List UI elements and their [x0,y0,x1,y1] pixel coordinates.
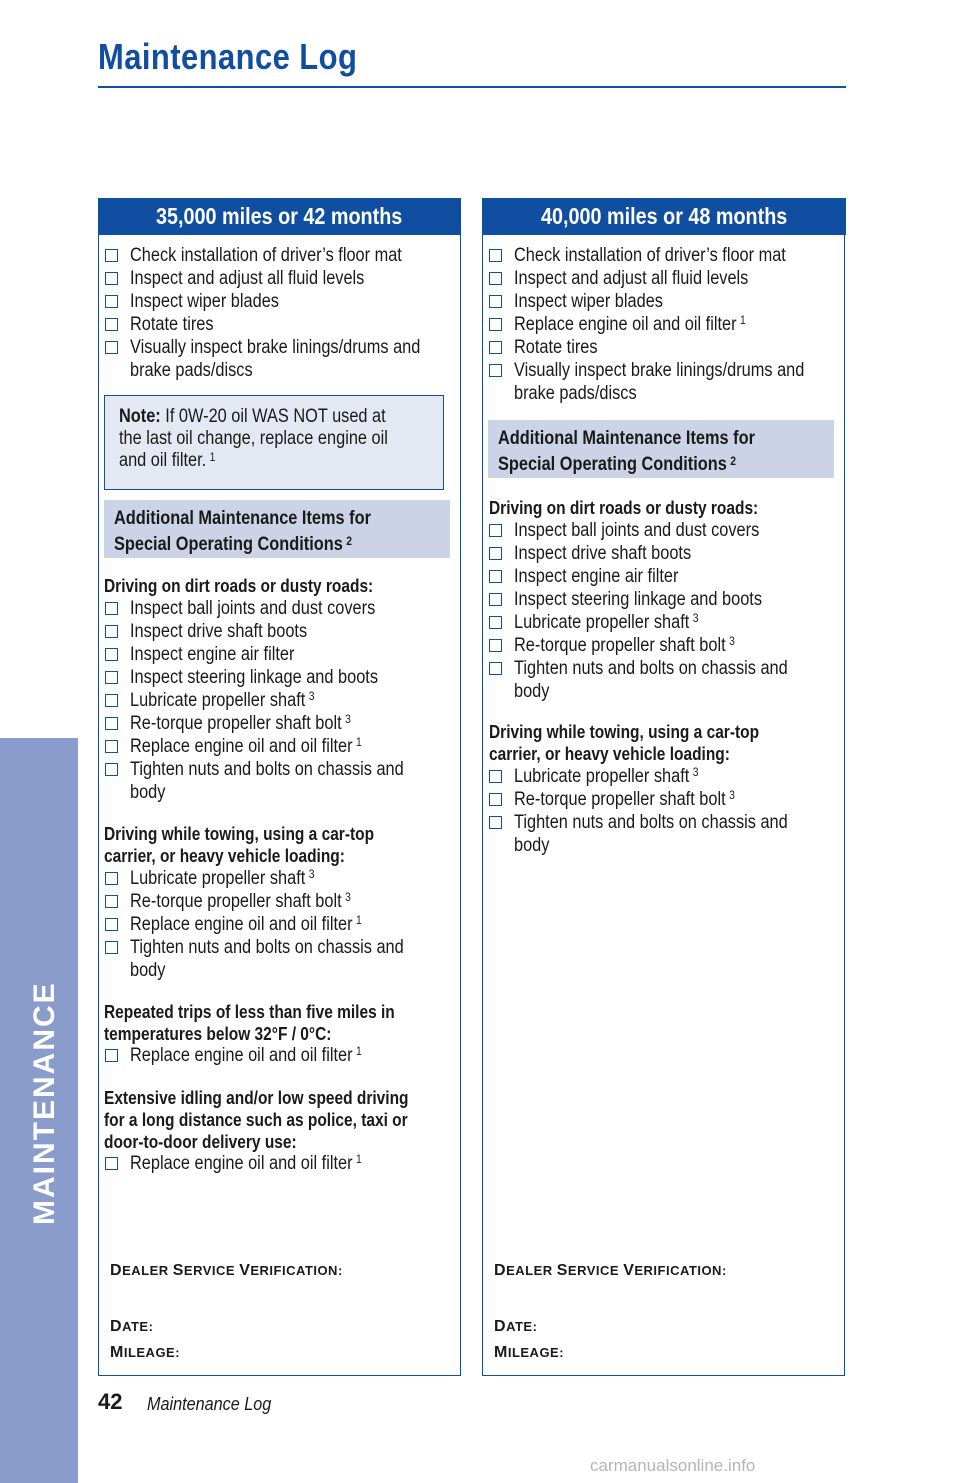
left-towing-title: Driving while towing, using a car-top carrier, or heavy vehicle loading: [104,824,375,866]
checklist-item: Inspect wiper blades [514,291,663,312]
checkbox[interactable] [489,272,502,285]
page-number: 42 [98,1389,123,1414]
footer-label: Maintenance Log [147,1394,272,1414]
checklist-item: Inspect ball joints and dust covers [514,520,760,541]
checklist-item: Inspect drive shaft boots [130,621,308,642]
checklist-item: Tighten nuts and bolts on chassis and [130,759,404,780]
checkbox[interactable] [105,341,118,354]
checkbox[interactable] [105,740,118,753]
checkbox[interactable] [489,793,502,806]
checkbox[interactable] [489,639,502,652]
checklist-item: Inspect ball joints and dust covers [130,598,376,619]
checkbox[interactable] [105,1049,118,1062]
checklist-item: Inspect wiper blades [130,291,279,312]
left-idling-title: Extensive idling and/or low speed driving for a long distance such as police, taxi or door-to-door delivery use: [104,1088,409,1152]
checklist-item: Lubricate propeller shaft $^3$ [514,765,699,787]
checklist-item: Replace engine oil and oil filter $^1$ [130,735,362,757]
checkbox[interactable] [105,318,118,331]
checklist-item: Tighten nuts and bolts on chassis and [130,937,404,958]
checkbox[interactable] [105,717,118,730]
checkbox[interactable] [105,918,118,931]
right-dealer-verification-label: DEALER SERVICE VERIFICATION: [494,1262,727,1279]
checklist-item: Inspect drive shaft boots [514,543,692,564]
checkbox[interactable] [105,941,118,954]
left-column-heading: 35,000 miles or 42 months [98,198,461,235]
checklist-item: Tighten nuts and bolts on chassis and [514,812,788,833]
checkbox[interactable] [105,295,118,308]
right-date-label: DATE: [494,1318,538,1335]
checklist-item: brake pads/discs [514,383,637,404]
checkbox[interactable] [489,341,502,354]
checklist-item: brake pads/discs [130,360,253,381]
left-trips-title: Repeated trips of less than five miles in temperatures below 32°F / 0°C: [104,1002,395,1044]
checklist-item: Re-torque propeller shaft bolt $^3$ [130,890,351,912]
checklist-item: Re-torque propeller shaft bolt $^3$ [130,712,351,734]
checklist-item: Replace engine oil and oil filter $^1$ [514,313,746,335]
note-text: Note: If 0W-20 oil WAS NOT used at the last oil change, replace engine oil and oil filter. $^1$ [119,406,388,471]
checklist-item: Lubricate propeller shaft $^3$ [514,611,699,633]
checkbox[interactable] [105,872,118,885]
checklist-item: body [130,782,166,803]
checklist-item: Inspect steering linkage and boots [130,667,378,688]
checkbox[interactable] [489,662,502,675]
checkbox[interactable] [105,625,118,638]
checklist-item: body [514,681,550,702]
checklist-item: Check installation of driver’s floor mat [130,245,402,266]
checklist-item: Re-torque propeller shaft bolt $^3$ [514,788,735,810]
checkbox[interactable] [489,249,502,262]
checkbox[interactable] [105,895,118,908]
checkbox[interactable] [489,318,502,331]
checkbox[interactable] [105,272,118,285]
left-dealer-verification-label: DEALER SERVICE VERIFICATION: [110,1262,343,1279]
checklist-item: Check installation of driver’s floor mat [514,245,786,266]
checkbox[interactable] [105,763,118,776]
checklist-item: Inspect steering linkage and boots [514,589,762,610]
checklist-item: Inspect and adjust all fluid levels [514,268,749,289]
checkbox[interactable] [105,694,118,707]
checklist-item: Replace engine oil and oil filter $^1$ [130,913,362,935]
checklist-item: Rotate tires [514,337,598,358]
left-mileage-label: MILEAGE: [110,1344,181,1361]
checklist-item: Inspect and adjust all fluid levels [130,268,365,289]
checkbox[interactable] [489,593,502,606]
checklist-item: Rotate tires [130,314,214,335]
checklist-item: Lubricate propeller shaft $^3$ [130,689,315,711]
checkbox[interactable] [105,602,118,615]
checklist-item: Re-torque propeller shaft bolt $^3$ [514,634,735,656]
side-tab-label: MAINTENANCE [28,981,61,1225]
watermark: carmanualsonline.info [590,1456,756,1475]
right-mileage-label: MILEAGE: [494,1344,565,1361]
checklist-item: Inspect engine air filter [130,644,295,665]
left-dirt-title: Driving on dirt roads or dusty roads: [104,576,374,596]
checkbox[interactable] [489,547,502,560]
right-towing-title: Driving while towing, using a car-top carrier, or heavy vehicle loading: [489,722,760,764]
checkbox[interactable] [489,570,502,583]
left-date-label: DATE: [110,1318,154,1335]
checkbox[interactable] [489,524,502,537]
checkbox[interactable] [489,816,502,829]
right-dirt-title: Driving on dirt roads or dusty roads: [489,498,759,518]
checkbox[interactable] [105,249,118,262]
checklist-item: Lubricate propeller shaft $^3$ [130,867,315,889]
checklist-item: Inspect engine air filter [514,566,679,587]
checkbox[interactable] [489,616,502,629]
title-rule [98,86,846,88]
left-additional-title: Additional Maintenance Items for Special Operating Conditions $^2$ [114,508,371,555]
checklist-item: Replace engine oil and oil filter $^1$ [130,1044,362,1066]
checkbox[interactable] [105,671,118,684]
checklist-item: Visually inspect brake linings/drums and [130,337,421,358]
checkbox[interactable] [489,364,502,377]
checkbox[interactable] [105,1157,118,1170]
checklist-item: body [514,835,550,856]
checklist-item: body [130,960,166,981]
right-column-heading: 40,000 miles or 48 months [482,198,846,235]
checkbox[interactable] [489,295,502,308]
page-title: Maintenance Log [98,36,358,77]
checkbox[interactable] [489,770,502,783]
note-box [104,395,444,490]
checklist-item: Replace engine oil and oil filter $^1$ [130,1152,362,1174]
checklist-item: Visually inspect brake linings/drums and [514,360,805,381]
checkbox[interactable] [105,648,118,661]
checklist-item: Tighten nuts and bolts on chassis and [514,658,788,679]
right-additional-title: Additional Maintenance Items for Special Operating Conditions $^2$ [498,428,755,475]
